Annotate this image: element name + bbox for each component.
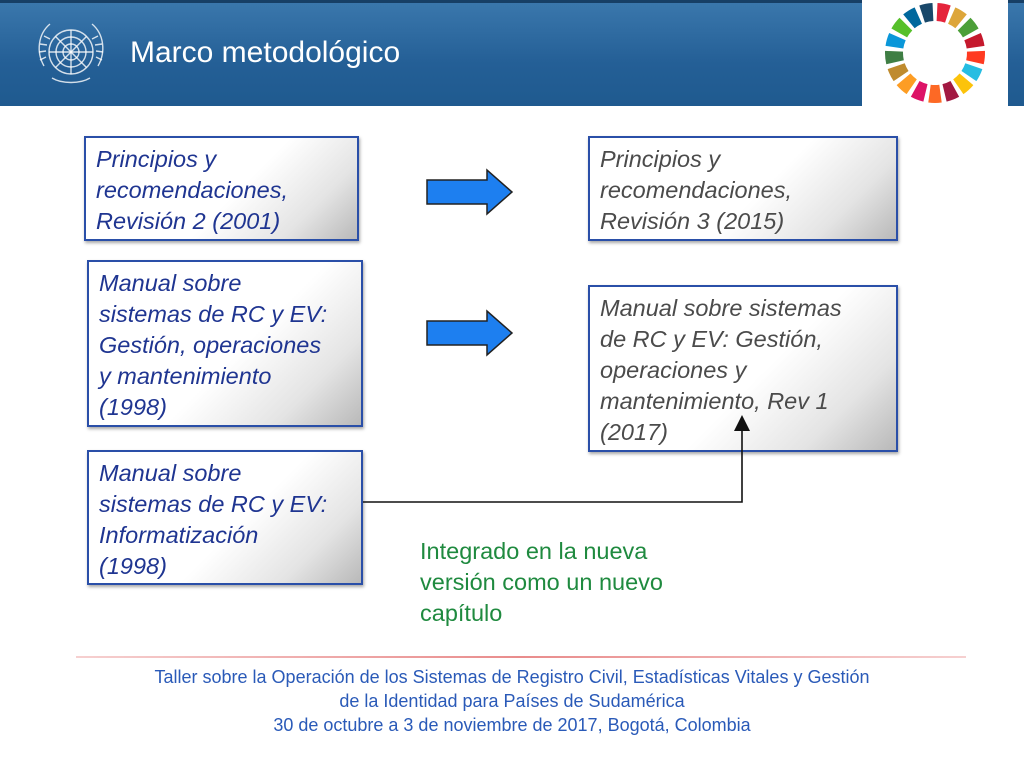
arrow-right-icon	[425, 168, 515, 216]
footer-divider	[76, 656, 966, 658]
page-title: Marco metodológico	[130, 36, 401, 69]
arrow-right-icon	[425, 309, 515, 357]
box-manual-management-rev1-text: Manual sobre sistemas de RC y EV: Gestión, operaciones y mantenimiento, Rev 1 (2017)	[600, 295, 842, 445]
box-principles-rev2	[84, 136, 359, 241]
sdg-wheel-segment	[937, 3, 951, 23]
footer-line-2: de la Identidad para Países de Sudamérica	[339, 691, 685, 711]
un-emblem-icon	[30, 16, 112, 88]
box-principles-rev3	[588, 136, 898, 241]
box-manual-management-rev1	[588, 285, 898, 452]
sdg-color-wheel-icon	[875, 0, 995, 106]
box-principles-rev2-text: Principios y recomendaciones, Revisión 2 (2001)	[96, 146, 289, 234]
footer-line-3: 30 de octubre a 3 de noviembre de 2017, Bogotá, Colombia	[273, 715, 751, 735]
sdg-wheel-segment	[966, 51, 985, 64]
sdg-wheel-segment	[964, 33, 984, 48]
box-principles-rev3-text: Principios y recomendaciones, Revisión 3 (2015)	[600, 146, 793, 234]
box-manual-computerization-1998-text: Manual sobre sistemas de RC y EV: Informatización (1998)	[99, 460, 328, 579]
footer-line-1: Taller sobre la Operación de los Sistemas de Registro Civil, Estadísticas Vitales y Gestión	[154, 667, 870, 687]
sdg-wheel-segment	[928, 85, 941, 103]
sdg-wheel-segment	[885, 51, 904, 64]
box-manual-computerization-1998	[87, 450, 363, 585]
box-manual-management-1998-text: Manual sobre sistemas de RC y EV: Gestión, operaciones y mantenimiento (1998)	[99, 270, 328, 420]
sdg-wheel-segment	[886, 33, 906, 48]
box-manual-management-1998	[87, 260, 363, 427]
sdg-wheel-segment	[919, 3, 933, 23]
integration-note: Integrado en la nueva versión como un nuevo capítulo	[420, 538, 663, 626]
